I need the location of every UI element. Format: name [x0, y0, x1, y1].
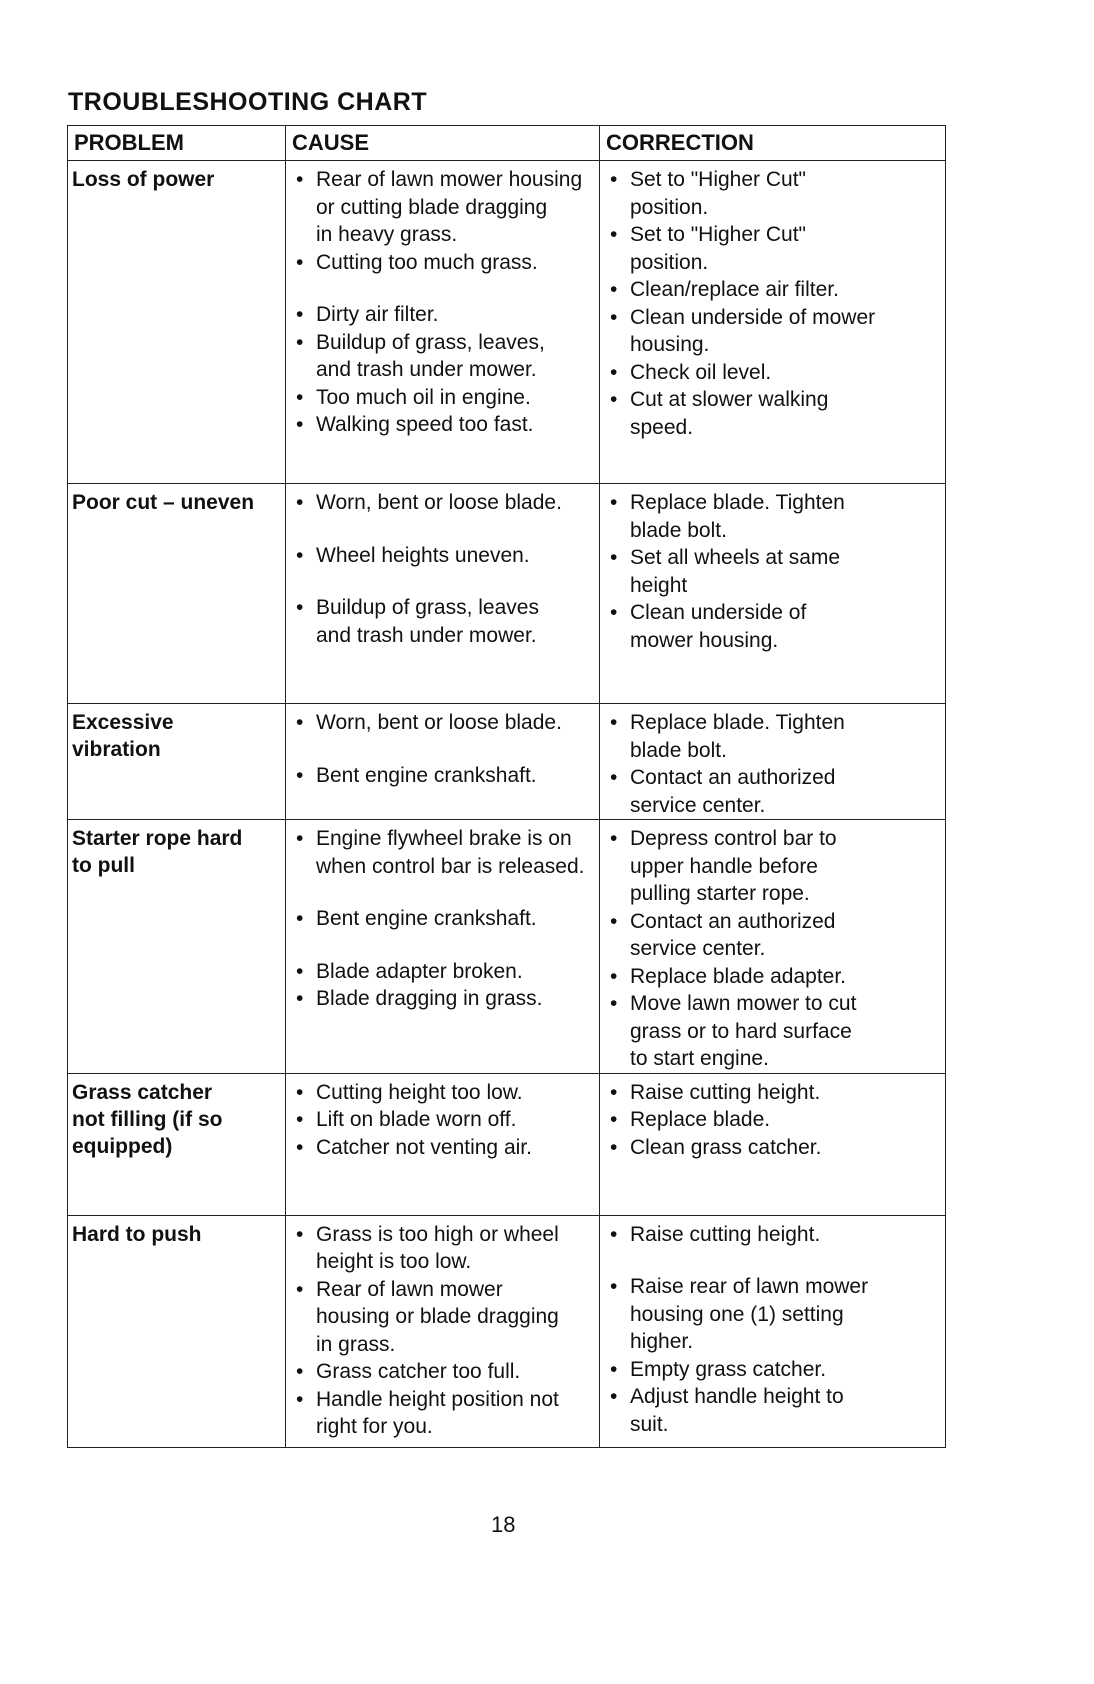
page-number: 18 — [491, 1512, 516, 1537]
cause-item: • Blade dragging in grass. — [294, 985, 591, 1013]
cause-list — [294, 1079, 591, 1162]
correction-cell — [600, 820, 946, 1074]
correction-cell — [600, 484, 946, 704]
cause-list — [294, 1221, 591, 1441]
correction-list — [608, 825, 937, 1073]
cause-item: • Worn, bent or loose blade. — [294, 489, 591, 517]
cause-cell — [286, 704, 600, 820]
table-body — [68, 161, 946, 1448]
problem-cell: Grass catcher not filling (if so equipped) — [68, 1073, 286, 1215]
troubleshooting-table — [67, 125, 946, 1448]
cause-item: • Handle height position not right for you. — [294, 1386, 591, 1441]
correction-list — [608, 1079, 937, 1162]
problem-cell: Poor cut – uneven — [68, 484, 286, 704]
cause-item: • Engine flywheel brake is on when control bar is released. — [294, 825, 591, 880]
correction-item: • Adjust handle height to suit. — [608, 1383, 937, 1438]
cause-item: • Grass is too high or wheel height is too low. — [294, 1221, 591, 1276]
correction-item: • Raise rear of lawn mower housing one (1) setting higher. — [608, 1273, 937, 1356]
correction-cell — [600, 1073, 946, 1215]
cause-item: • Grass catcher too full. — [294, 1358, 591, 1386]
cause-list — [294, 166, 591, 439]
cause-item: • Blade adapter broken. — [294, 958, 591, 986]
correction-item: • Clean underside of mower housing. — [608, 599, 937, 654]
cause-item: • Catcher not venting air. — [294, 1134, 591, 1162]
cause-item: • Cutting too much grass. — [294, 249, 591, 277]
cause-item: • Rear of lawn mower housing or blade dragging in grass. — [294, 1276, 591, 1359]
correction-cell — [600, 161, 946, 484]
table-row — [68, 704, 946, 820]
table-row — [68, 1073, 946, 1215]
cause-item: • Cutting height too low. — [294, 1079, 591, 1107]
problem-header: PROBLEM — [68, 126, 286, 161]
cause-item: • Buildup of grass, leaves, and trash under mower. — [294, 329, 591, 384]
correction-list — [608, 489, 937, 654]
cause-item: • Worn, bent or loose blade. — [294, 709, 591, 737]
correction-list — [608, 709, 937, 819]
cause-list — [294, 489, 591, 649]
correction-item: • Contact an authorized service center. — [608, 908, 937, 963]
correction-header: CORRECTION — [600, 126, 946, 161]
correction-item: • Contact an authorized service center. — [608, 764, 937, 819]
problem-cell: Starter rope hard to pull — [68, 820, 286, 1074]
cause-cell — [286, 1073, 600, 1215]
cause-item: • Too much oil in engine. — [294, 384, 591, 412]
correction-item: • Replace blade. Tighten blade bolt. — [608, 709, 937, 764]
cause-item: • Walking speed too fast. — [294, 411, 591, 439]
cause-item: • Wheel heights uneven. — [294, 542, 591, 570]
cause-item: • Buildup of grass, leaves and trash under mower. — [294, 594, 591, 649]
correction-item: • Check oil level. — [608, 359, 937, 387]
correction-item: • Set to "Higher Cut" position. — [608, 221, 937, 276]
cause-header: CAUSE — [286, 126, 600, 161]
header-row — [68, 126, 946, 161]
cause-cell — [286, 820, 600, 1074]
problem-cell: Loss of power — [68, 161, 286, 484]
cause-cell — [286, 161, 600, 484]
correction-item: • Depress control bar to upper handle before pulling starter rope. — [608, 825, 937, 908]
correction-item: • Raise cutting height. — [608, 1079, 937, 1107]
correction-item: • Replace blade. Tighten blade bolt. — [608, 489, 937, 544]
page-title: TROUBLESHOOTING CHART — [68, 88, 428, 116]
correction-list — [608, 1221, 937, 1439]
table-row — [68, 161, 946, 484]
cause-item: • Rear of lawn mower housing or cutting blade dragging in heavy grass. — [294, 166, 591, 249]
problem-cell: Excessive vibration — [68, 704, 286, 820]
correction-item: • Raise cutting height. — [608, 1221, 937, 1249]
correction-item: • Set all wheels at same height — [608, 544, 937, 599]
correction-cell — [600, 1215, 946, 1447]
table-row — [68, 1215, 946, 1447]
table-row — [68, 484, 946, 704]
correction-item: • Clean grass catcher. — [608, 1134, 937, 1162]
cause-cell — [286, 484, 600, 704]
correction-item: • Replace blade. — [608, 1106, 937, 1134]
table-row — [68, 820, 946, 1074]
correction-list — [608, 166, 937, 441]
correction-cell — [600, 704, 946, 820]
correction-item: • Replace blade adapter. — [608, 963, 937, 991]
correction-item: • Clean underside of mower housing. — [608, 304, 937, 359]
problem-cell: Hard to push — [68, 1215, 286, 1447]
correction-item: • Empty grass catcher. — [608, 1356, 937, 1384]
correction-item: • Cut at slower walking speed. — [608, 386, 937, 441]
correction-item: • Set to "Higher Cut" position. — [608, 166, 937, 221]
cause-item: • Dirty air filter. — [294, 301, 591, 329]
correction-item: • Clean/replace air filter. — [608, 276, 937, 304]
cause-item: • Bent engine crankshaft. — [294, 762, 591, 790]
correction-item: • Move lawn mower to cut grass or to hard surface to start engine. — [608, 990, 937, 1073]
cause-list — [294, 825, 591, 1013]
cause-item: • Lift on blade worn off. — [294, 1106, 591, 1134]
cause-item: • Bent engine crankshaft. — [294, 905, 591, 933]
cause-list — [294, 709, 591, 789]
cause-cell — [286, 1215, 600, 1447]
